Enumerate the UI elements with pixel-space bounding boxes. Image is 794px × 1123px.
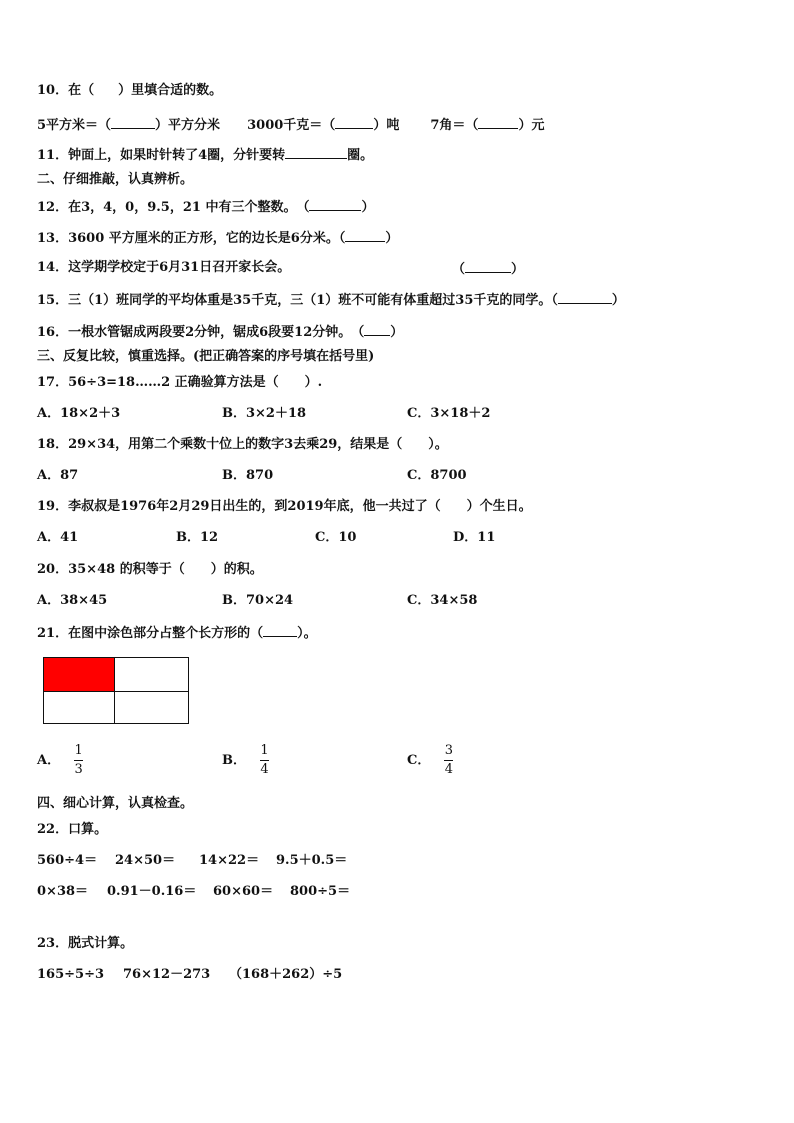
q21-option-a[interactable]: [37, 744, 83, 777]
grid-cell: [44, 692, 115, 723]
answer-blank[interactable]: [285, 146, 347, 159]
q10-item-3-pre: 7角＝（: [430, 118, 479, 133]
question-15: [37, 291, 625, 309]
answer-blank[interactable]: [465, 260, 511, 273]
q10-item-2-post: ）吨: [373, 118, 400, 133]
grid-cell: [115, 692, 188, 723]
fraction-denominator: 4: [260, 762, 269, 777]
q10-prefix: 10．在（: [37, 83, 95, 98]
oral-calc-item: 24×50＝: [115, 853, 176, 868]
fraction-bar: [74, 760, 83, 761]
step-calc-item: 165÷5÷3: [37, 967, 105, 982]
question-13: [37, 229, 398, 247]
answer-blank[interactable]: [364, 323, 390, 336]
fraction-denominator: 3: [74, 762, 83, 777]
question-18: 18．29×34，用第二个乘数十位上的数字3去乘29，结果是（ ）。: [37, 437, 448, 452]
section-2-heading: 二、仔细推敲，认真辨析。: [37, 172, 194, 187]
section-3-heading: 三、反复比较，慎重选择。(把正确答案的序号填在括号里): [37, 349, 375, 364]
answer-blank[interactable]: [111, 116, 155, 129]
q21-pre: 21．在图中涂色部分占整个长方形的（: [37, 626, 264, 641]
q14-text: 14．这学期学校定于6月31日召开家长会。: [37, 260, 291, 275]
fraction-bar: [444, 760, 453, 761]
q19-option-c[interactable]: C．10: [315, 530, 357, 545]
question-17: 17．56÷3=18……2 正确验算方法是（ ）.: [37, 375, 323, 390]
oral-calc-item: 0.91－0.16＝: [107, 884, 197, 899]
question-22: 22．口算。: [37, 822, 108, 837]
grid-cell: [115, 658, 188, 692]
q10-item-1-pre: 5平方米＝（: [37, 118, 112, 133]
oral-calc-item: 0×38＝: [37, 884, 89, 899]
question-19: 19．李叔叔是1976年2月29日出生的，到2019年底，他一共过了（ ）个生日。: [37, 499, 532, 514]
q10-suffix: ）里填合适的数。: [118, 83, 223, 98]
question-20: 20．35×48 的积等于（ ）的积。: [37, 562, 263, 577]
answer-blank[interactable]: [309, 198, 361, 211]
answer-blank[interactable]: [558, 291, 612, 304]
q20-option-b[interactable]: B．70×24: [222, 593, 294, 608]
q21-option-b[interactable]: [222, 744, 269, 777]
oral-calc-item: 14×22＝: [199, 853, 260, 868]
answer-blank[interactable]: [263, 624, 297, 637]
q14-answer: [452, 260, 524, 278]
q19-option-a[interactable]: A．41: [37, 530, 79, 545]
fraction-denominator: 4: [444, 762, 453, 777]
answer-blank[interactable]: [335, 116, 373, 129]
oral-calc-item: 60×60＝: [213, 884, 274, 899]
fraction-numerator: 1: [260, 743, 269, 758]
oral-calc-item: 560÷4＝: [37, 853, 98, 868]
q10-item-1-post: ）平方分米: [155, 118, 221, 133]
shaded-cell: [44, 658, 115, 692]
q21-option-c-label: C．: [407, 753, 431, 768]
section-4-heading: 四、细心计算，认真检查。: [37, 796, 194, 811]
q11-pre: 11．钟面上，如果时针转了4圈，分针要转: [37, 148, 286, 163]
rectangle-diagram: [43, 657, 189, 724]
q21-option-a-label: A．: [37, 753, 61, 768]
q10-item-2-pre: 3000千克＝（: [247, 118, 336, 133]
fraction-numerator: 3: [444, 743, 453, 758]
q14-post: ）: [511, 262, 525, 277]
q18-option-a[interactable]: A．87: [37, 468, 79, 483]
q17-option-c[interactable]: C．3×18＋2: [407, 406, 491, 421]
question-14: [37, 260, 290, 276]
q20-option-c[interactable]: C．34×58: [407, 593, 478, 608]
q14-pre: （: [452, 262, 466, 277]
fraction: [74, 744, 83, 777]
q19-option-b[interactable]: B．12: [176, 530, 219, 545]
fraction: [444, 744, 453, 777]
q13-post: ）: [385, 231, 399, 246]
q18-option-c[interactable]: C．8700: [407, 468, 467, 483]
question-23: 23．脱式计算。: [37, 936, 134, 951]
q19-option-d[interactable]: D．11: [453, 530, 496, 545]
oral-calc-item: 9.5＋0.5＝: [276, 853, 348, 868]
q13-pre: 13．3600 平方厘米的正方形，它的边长是6分米。（: [37, 231, 346, 246]
step-calc-item: 76×12－273: [123, 967, 211, 982]
q16-post: ）: [390, 325, 404, 340]
q17-option-b[interactable]: B．3×2＋18: [222, 406, 307, 421]
q15-pre: 15．三（1）班同学的平均体重是35千克，三（1）班不可能有体重超过35千克的同学。（: [37, 293, 558, 308]
question-16: [37, 323, 403, 341]
q18-option-b[interactable]: B．870: [222, 468, 274, 483]
fraction-bar: [260, 760, 269, 761]
fraction: [260, 744, 269, 777]
q20-option-a[interactable]: A．38×45: [37, 593, 108, 608]
q21-option-b-label: B．: [222, 753, 246, 768]
question-11: [37, 146, 373, 164]
question-12: [37, 198, 374, 216]
fraction-numerator: 1: [74, 743, 83, 758]
q21-post: ）。: [297, 626, 317, 641]
q15-post: ）: [611, 293, 625, 308]
question-10: [37, 83, 222, 99]
step-calc-item: （168＋262）÷5: [229, 967, 343, 982]
q21-option-c[interactable]: [407, 744, 453, 777]
answer-blank[interactable]: [478, 116, 518, 129]
q12-pre: 12．在3，4，0，9.5，21 中有三个整数。 （: [37, 200, 310, 215]
q10-item-3-post: ）元: [518, 118, 545, 133]
q10-items: [37, 116, 544, 134]
question-21: [37, 624, 317, 642]
q11-post: 圈。: [347, 148, 374, 163]
q12-post: ）: [361, 200, 375, 215]
q16-pre: 16．一根水管锯成两段要2分钟，锯成6段要12分钟。 （: [37, 325, 365, 340]
answer-blank[interactable]: [345, 229, 385, 242]
q17-option-a[interactable]: A．18×2＋3: [37, 406, 121, 421]
oral-calc-item: 800÷5＝: [290, 884, 351, 899]
